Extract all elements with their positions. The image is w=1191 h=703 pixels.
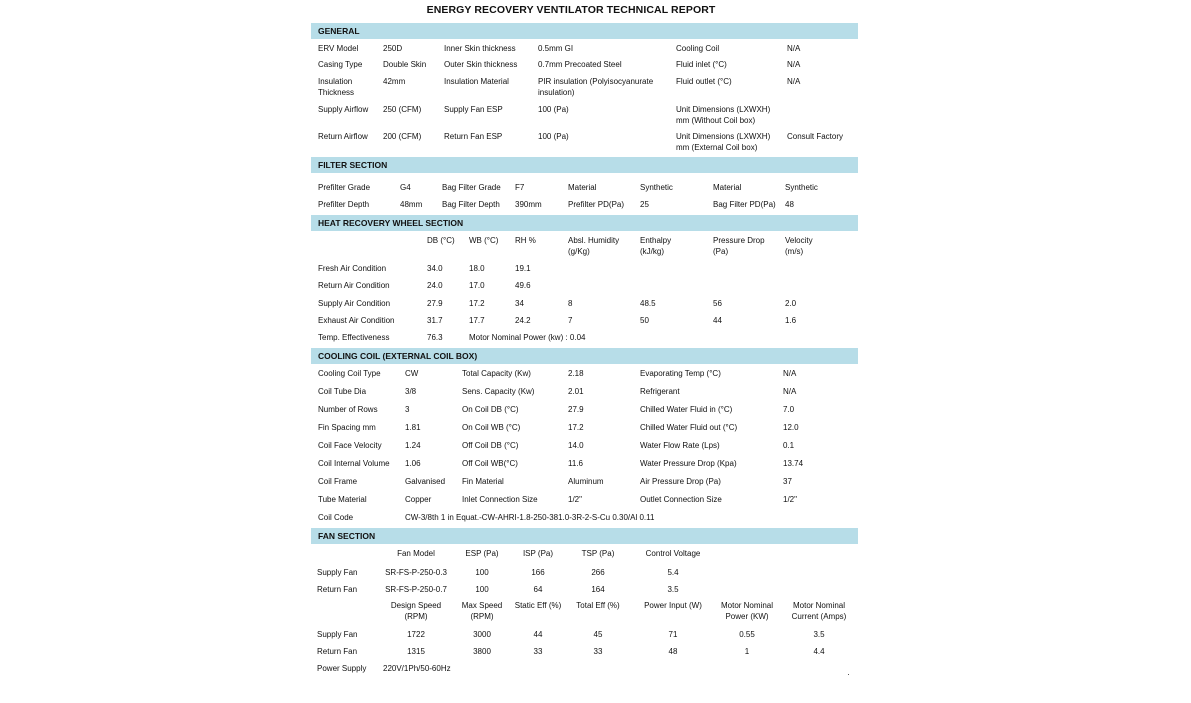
fan-cell: 3.5 bbox=[813, 630, 825, 639]
coil-value: 13.74 bbox=[783, 459, 804, 468]
prefilter-depth-value: 48mm bbox=[400, 200, 423, 209]
wheel-header-velocity: Velocity (m/s) bbox=[785, 236, 813, 256]
wheel-cell: 50 bbox=[640, 316, 649, 325]
fan-row-label: Return Fan bbox=[317, 585, 358, 594]
coil-value: 3/8 bbox=[405, 387, 417, 396]
erv-model-value: 250D bbox=[383, 44, 403, 53]
coil-label: Water Flow Rate (Lps) bbox=[640, 441, 720, 450]
fluid-outlet-label: Fluid outlet (°C) bbox=[676, 77, 732, 86]
fan-row-label: Supply Fan bbox=[317, 568, 358, 577]
wheel-header-db: DB (°C) bbox=[427, 236, 455, 245]
return-airflow-label: Return Airflow bbox=[318, 132, 368, 141]
coil-value: 3 bbox=[405, 405, 410, 414]
wheel-header-wb: WB (°C) bbox=[469, 236, 499, 245]
fluid-inlet-label: Fluid inlet (°C) bbox=[676, 60, 727, 69]
coil-value: 27.9 bbox=[568, 405, 584, 414]
prefilter-material-value: Synthetic bbox=[640, 183, 673, 192]
coil-value: 1/2" bbox=[783, 495, 797, 504]
wheel-row-label: Fresh Air Condition bbox=[318, 264, 387, 273]
wheel-row-label: Exhaust Air Condition bbox=[318, 316, 395, 325]
wheel-header-rh: RH % bbox=[515, 236, 536, 245]
wheel-section-header: HEAT RECOVERY WHEEL SECTION bbox=[311, 215, 858, 231]
temp-effectiveness-value: 76.3 bbox=[427, 333, 443, 342]
fan-header: Control Voltage bbox=[645, 549, 701, 558]
coil-label: Chilled Water Fluid out (°C) bbox=[640, 423, 738, 432]
inner-skin-label: Inner Skin thickness bbox=[444, 44, 516, 53]
coil-label: Outlet Connection Size bbox=[640, 495, 722, 504]
fluid-inlet-value: N/A bbox=[787, 60, 801, 69]
insulation-material-value: PIR insulation (Polyisocyanurate insulation) bbox=[538, 77, 654, 97]
wheel-cell: 44 bbox=[713, 316, 722, 325]
fan-row-label: Return Fan bbox=[317, 647, 358, 656]
stray-dot bbox=[848, 674, 849, 675]
fan-cell: 4.4 bbox=[813, 647, 825, 656]
fan-cell: 45 bbox=[593, 630, 603, 639]
wheel-cell: 34.0 bbox=[427, 264, 443, 273]
wheel-header-enthalpy: Enthalpy (kJ/kg) bbox=[640, 236, 672, 256]
wheel-header-pressure-drop: Pressure Drop (Pa) bbox=[713, 236, 765, 256]
coil-value: Aluminum bbox=[568, 477, 604, 486]
fan-cell: 1 bbox=[744, 647, 750, 656]
fan-cell: 0.55 bbox=[739, 630, 755, 639]
fan-cell: 44 bbox=[533, 630, 543, 639]
coil-label: Off Coil DB (°C) bbox=[462, 441, 519, 450]
unit-dimensions-external-value: Consult Factory bbox=[787, 132, 844, 141]
return-fan-esp-value: 100 (Pa) bbox=[538, 132, 569, 141]
insulation-thickness-label: Insulation Thickness bbox=[318, 77, 355, 97]
wheel-cell: 56 bbox=[713, 299, 722, 308]
supply-airflow-value: 250 (CFM) bbox=[383, 105, 422, 114]
coil-label: Water Pressure Drop (Kpa) bbox=[640, 459, 737, 468]
bag-filter-material-label: Material bbox=[713, 183, 742, 192]
coil-value: 17.2 bbox=[568, 423, 584, 432]
general-section-header: GENERAL bbox=[311, 23, 858, 39]
fan-cell: 5.4 bbox=[667, 568, 679, 577]
bag-filter-grade-label: Bag Filter Grade bbox=[442, 183, 501, 192]
wheel-cell: 19.1 bbox=[515, 264, 531, 273]
coil-label: Coil Tube Dia bbox=[318, 387, 367, 396]
wheel-row-label: Return Air Condition bbox=[318, 281, 390, 290]
bag-filter-material-value: Synthetic bbox=[785, 183, 818, 192]
coil-value: Galvanised bbox=[405, 477, 446, 486]
coil-label: Cooling Coil Type bbox=[318, 369, 381, 378]
coil-label: Coil Face Velocity bbox=[318, 441, 382, 450]
fan-cell: 64 bbox=[533, 585, 543, 594]
wheel-cell: 8 bbox=[568, 299, 573, 308]
fan-header: Max Speed (RPM) bbox=[461, 601, 503, 621]
fan-header: Total Eff (%) bbox=[576, 601, 620, 610]
coil-label: Number of Rows bbox=[318, 405, 378, 414]
prefilter-pd-label: Prefilter PD(Pa) bbox=[568, 200, 625, 209]
prefilter-grade-label: Prefilter Grade bbox=[318, 183, 371, 192]
fan-header: ESP (Pa) bbox=[465, 549, 499, 558]
cooling-coil-value: N/A bbox=[787, 44, 801, 53]
coil-label: Fin Spacing mm bbox=[318, 423, 376, 432]
fan-cell: 48 bbox=[668, 647, 678, 656]
fan-cell: 71 bbox=[668, 630, 678, 639]
coil-value: 0.1 bbox=[783, 441, 795, 450]
prefilter-material-label: Material bbox=[568, 183, 597, 192]
fan-cell: 166 bbox=[531, 568, 545, 577]
fluid-outlet-value: N/A bbox=[787, 77, 801, 86]
fan-cell: 100 bbox=[475, 585, 489, 594]
return-airflow-value: 200 (CFM) bbox=[383, 132, 422, 141]
wheel-cell: 7 bbox=[568, 316, 573, 325]
prefilter-grade-value: G4 bbox=[400, 183, 411, 192]
wheel-cell: 34 bbox=[515, 299, 524, 308]
fan-header: Motor Nominal Current (Amps) bbox=[791, 601, 847, 621]
coil-value: 1/2" bbox=[568, 495, 582, 504]
outer-skin-value: 0.7mm Precoated Steel bbox=[538, 60, 622, 69]
casing-type-value: Double Skin bbox=[383, 60, 427, 69]
unit-dimensions-without-label: Unit Dimensions (LXWXH) mm (Without Coil box) bbox=[676, 105, 771, 125]
fan-row-label: Supply Fan bbox=[317, 630, 358, 639]
wheel-header-abs-humidity: Absl. Humidity (g/Kg) bbox=[568, 236, 620, 256]
cooling-coil-label: Cooling Coil bbox=[676, 44, 720, 53]
outer-skin-label: Outer Skin thickness bbox=[444, 60, 518, 69]
fan-header: Motor Nominal Power (KW) bbox=[720, 601, 773, 621]
wheel-row-label: Supply Air Condition bbox=[318, 299, 391, 308]
fan-header: Power Input (W) bbox=[644, 601, 702, 610]
fan-header: ISP (Pa) bbox=[522, 549, 554, 558]
report-title: ENERGY RECOVERY VENTILATOR TECHNICAL REPORT bbox=[426, 4, 716, 16]
bag-filter-grade-value: F7 bbox=[515, 183, 525, 192]
coil-value: N/A bbox=[783, 387, 797, 396]
coil-code-value: CW-3/8th 1 in Equat.-CW-AHRI-1.8-250-381.0-3R-2-S-Cu 0.30/Al 0.11 bbox=[405, 513, 655, 522]
wheel-cell: 18.0 bbox=[469, 264, 485, 273]
coil-label: On Coil WB (°C) bbox=[462, 423, 521, 432]
fan-cell: 266 bbox=[591, 568, 605, 577]
wheel-cell: 2.0 bbox=[785, 299, 797, 308]
fan-cell: 1315 bbox=[407, 647, 425, 656]
unit-dimensions-external-label: Unit Dimensions (LXWXH) mm (External Coil box) bbox=[676, 132, 771, 152]
coil-value: 14.0 bbox=[568, 441, 584, 450]
power-supply-label: Power Supply bbox=[317, 664, 367, 673]
coil-value: 1.81 bbox=[405, 423, 421, 432]
coil-label: Coil Frame bbox=[318, 477, 358, 486]
fan-header: Design Speed (RPM) bbox=[390, 601, 442, 621]
coil-value: 11.6 bbox=[568, 459, 583, 468]
wheel-cell: 49.6 bbox=[515, 281, 531, 290]
temp-effectiveness-label: Temp. Effectiveness bbox=[318, 333, 390, 342]
fan-cell: SR-FS-P-250-0.7 bbox=[385, 585, 447, 594]
filter-section-header: FILTER SECTION bbox=[311, 157, 858, 173]
bag-filter-pd-value: 48 bbox=[785, 200, 794, 209]
coil-value: 2.18 bbox=[568, 369, 584, 378]
wheel-cell: 1.6 bbox=[785, 316, 797, 325]
fan-cell: 1722 bbox=[407, 630, 425, 639]
coil-label: Coil Internal Volume bbox=[318, 459, 390, 468]
motor-nominal-power: Motor Nominal Power (kw) : 0.04 bbox=[469, 333, 586, 342]
coil-label: Tube Material bbox=[318, 495, 367, 504]
wheel-cell: 27.9 bbox=[427, 299, 443, 308]
supply-airflow-label: Supply Airflow bbox=[318, 105, 369, 114]
coil-label: On Coil DB (°C) bbox=[462, 405, 519, 414]
fan-header: Fan Model bbox=[397, 549, 435, 558]
wheel-cell: 17.2 bbox=[469, 299, 485, 308]
wheel-cell: 31.7 bbox=[427, 316, 443, 325]
technical-report bbox=[311, 0, 859, 703]
coil-value: 37 bbox=[783, 477, 792, 486]
coil-value: N/A bbox=[783, 369, 797, 378]
fan-section-header: FAN SECTION bbox=[311, 528, 858, 544]
bag-filter-pd-label: Bag Filter PD(Pa) bbox=[713, 200, 776, 209]
insulation-thickness-value: 42mm bbox=[383, 77, 406, 86]
bag-filter-depth-label: Bag Filter Depth bbox=[442, 200, 500, 209]
supply-fan-esp-value: 100 (Pa) bbox=[538, 105, 569, 114]
fan-header: Static Eff (%) bbox=[514, 601, 562, 610]
coil-value: 1.24 bbox=[405, 441, 421, 450]
coil-label: Evaporating Temp (°C) bbox=[640, 369, 721, 378]
wheel-cell: 24.0 bbox=[427, 281, 443, 290]
coil-value: 2.01 bbox=[568, 387, 584, 396]
coil-label: Total Capacity (Kw) bbox=[462, 369, 531, 378]
fan-cell: 3000 bbox=[473, 630, 491, 639]
wheel-cell: 17.0 bbox=[469, 281, 485, 290]
fan-cell: 164 bbox=[591, 585, 605, 594]
coil-label: Fin Material bbox=[462, 477, 504, 486]
prefilter-pd-value: 25 bbox=[640, 200, 649, 209]
coil-value: Copper bbox=[405, 495, 432, 504]
coil-label: Air Pressure Drop (Pa) bbox=[640, 477, 721, 486]
coil-label: Inlet Connection Size bbox=[462, 495, 538, 504]
fan-cell: SR-FS-P-250-0.3 bbox=[385, 568, 447, 577]
fan-header: TSP (Pa) bbox=[581, 549, 615, 558]
coil-section-header: COOLING COIL (EXTERNAL COIL BOX) bbox=[311, 348, 858, 364]
wheel-cell: 48.5 bbox=[640, 299, 656, 308]
fan-cell: 3.5 bbox=[667, 585, 679, 594]
fan-cell: 3800 bbox=[473, 647, 491, 656]
coil-value: 7.0 bbox=[783, 405, 795, 414]
wheel-cell: 17.7 bbox=[469, 316, 485, 325]
wheel-cell: 24.2 bbox=[515, 316, 531, 325]
fan-cell: 33 bbox=[593, 647, 603, 656]
bag-filter-depth-value: 390mm bbox=[515, 200, 542, 209]
coil-value: CW bbox=[405, 369, 419, 378]
coil-value: 12.0 bbox=[783, 423, 799, 432]
prefilter-depth-label: Prefilter Depth bbox=[318, 200, 370, 209]
coil-label: Sens. Capacity (Kw) bbox=[462, 387, 535, 396]
insulation-material-label: Insulation Material bbox=[444, 77, 509, 86]
fan-cell: 33 bbox=[533, 647, 543, 656]
erv-model-label: ERV Model bbox=[318, 44, 359, 53]
supply-fan-esp-label: Supply Fan ESP bbox=[444, 105, 503, 114]
return-fan-esp-label: Return Fan ESP bbox=[444, 132, 503, 141]
coil-value: 1.06 bbox=[405, 459, 421, 468]
casing-type-label: Casing Type bbox=[318, 60, 363, 69]
coil-label: Chilled Water Fluid in (°C) bbox=[640, 405, 733, 414]
power-supply-value: 220V/1Ph/50-60Hz bbox=[383, 664, 451, 673]
coil-label: Off Coil WB(°C) bbox=[462, 459, 518, 468]
fan-cell: 100 bbox=[475, 568, 489, 577]
coil-code-label: Coil Code bbox=[318, 513, 354, 522]
coil-label: Refrigerant bbox=[640, 387, 680, 396]
inner-skin-value: 0.5mm GI bbox=[538, 44, 574, 53]
